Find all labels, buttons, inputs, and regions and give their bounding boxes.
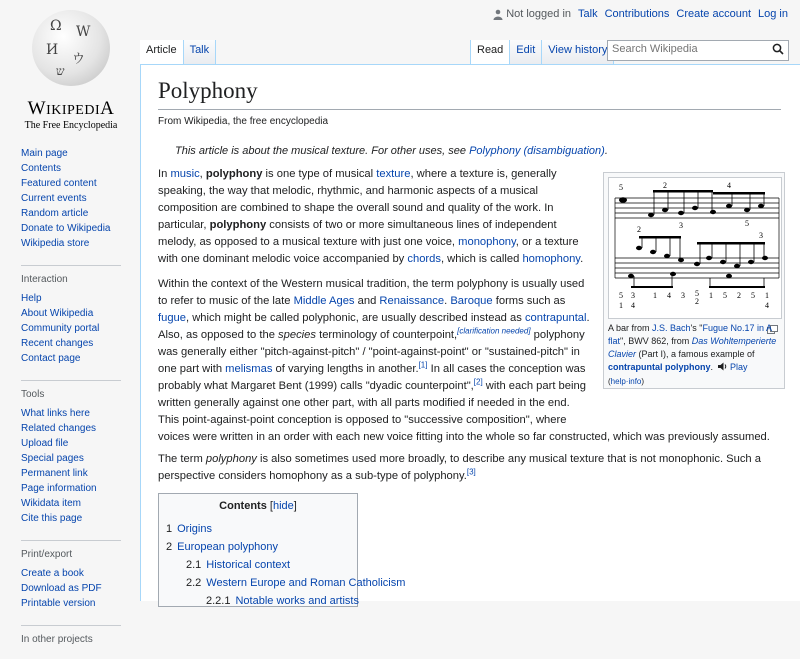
renaissance-link[interactable]: Renaissance: [379, 295, 445, 307]
term-species: species: [278, 329, 316, 341]
citation-2[interactable]: [2]: [473, 377, 483, 387]
sidebar-item-related-changes[interactable]: Related changes: [21, 423, 97, 434]
search-box: [607, 40, 789, 61]
text: polyphony was generally either "pitch-against-pitch" / "point-against-point" or "sustained-pitch" in one part with: [158, 329, 585, 375]
tab-read[interactable]: Read: [470, 40, 510, 64]
toc-hide: [hide]: [269, 500, 297, 512]
music-score-image[interactable]: [608, 177, 782, 319]
sidebar-item-create-book[interactable]: Create a book: [21, 568, 84, 579]
site-sub: From Wikipedia, the free encyclopedia: [158, 116, 329, 127]
toc-link[interactable]: Western Europe and Roman Catholicism: [206, 577, 406, 589]
page-title: Polyphony: [158, 78, 258, 103]
sidebar-print: [0, 549, 140, 611]
disambiguation-link[interactable]: Polyphony (disambiguation): [469, 145, 605, 157]
contrapuntal-polyphony-link[interactable]: contrapuntal polyphony: [608, 362, 711, 372]
text: terminology of counterpoint,: [315, 329, 458, 341]
toc-header: [159, 500, 357, 512]
sidebar-item-donate[interactable]: Donate to Wikipedia: [21, 223, 111, 234]
toc-entry[interactable]: [186, 557, 290, 573]
fingering: 5: [619, 183, 623, 192]
text: .: [444, 295, 451, 307]
text: ,: [199, 168, 206, 180]
paragraph-broad: [158, 451, 783, 485]
text: 's ": [690, 323, 703, 333]
search-icon[interactable]: [772, 43, 784, 58]
not-logged-in: [493, 8, 571, 20]
text: of varying lengths in another.: [272, 363, 419, 375]
sidebar-heading-tools: Tools: [21, 389, 45, 400]
text: In: [158, 168, 171, 180]
talk-link[interactable]: Talk: [578, 8, 598, 20]
clarification-needed-link[interactable]: [clarification needed]: [457, 326, 531, 336]
middle-ages-link[interactable]: Middle Ages: [293, 295, 355, 307]
sidebar: [0, 140, 140, 659]
sidebar-item-store[interactable]: Wikipedia store: [21, 238, 90, 249]
sidebar-item-permanent-link[interactable]: Permanent link: [21, 468, 88, 479]
fingering: 5: [723, 291, 727, 300]
text: , or a texture with one dominant melodic voice accompanied by: [158, 236, 579, 265]
text: and: [354, 295, 380, 307]
term-polyphony: polyphony: [205, 168, 263, 180]
wordmark: WIKIPEDIA: [27, 98, 115, 119]
sidebar-interaction: [0, 274, 140, 366]
fingering: 4: [631, 301, 635, 310]
sidebar-item-what-links-here[interactable]: What links here: [21, 408, 90, 419]
text: A bar from: [608, 323, 653, 333]
help-info-link[interactable]: help·info: [610, 377, 642, 386]
text: consists of two or more simultaneous lines of independent melody, as opposed to a musical texture with just one voice,: [158, 219, 557, 248]
sidebar-navigation: [0, 146, 140, 251]
text: . Also, as opposed to the: [158, 312, 590, 341]
sidebar-item-page-information[interactable]: Page information: [21, 483, 97, 494]
user-icon: [493, 9, 503, 20]
figure-thumbnail: [603, 172, 785, 389]
fingering: 5: [619, 291, 623, 300]
fingering: 1: [765, 291, 769, 300]
citation-3[interactable]: [3]: [466, 467, 476, 477]
contributions-link[interactable]: Contributions: [604, 8, 670, 20]
fingering: 2: [637, 225, 641, 234]
bach-link[interactable]: J.S. Bach: [652, 323, 691, 333]
hatnote-end: .: [604, 145, 608, 157]
speaker-icon[interactable]: [718, 362, 728, 375]
music-link[interactable]: music: [170, 168, 200, 180]
content-area: [140, 64, 800, 607]
term-polyphony: polyphony: [205, 453, 257, 465]
personal-tools: [493, 8, 788, 20]
sidebar-item-contents[interactable]: Contents: [21, 163, 62, 174]
toc-entry[interactable]: [166, 521, 212, 537]
view-tabs: [470, 40, 614, 64]
toc-link[interactable]: Historical context: [206, 559, 291, 571]
toc-number: 2.2: [186, 577, 202, 589]
monophony-link[interactable]: monophony: [458, 236, 516, 248]
toc-link[interactable]: Origins: [177, 523, 212, 535]
fingering: 1: [709, 291, 713, 300]
text: , which might be called polyphonic, are usually described instead as: [186, 312, 525, 324]
divider: [21, 540, 121, 541]
melismas-link[interactable]: melismas: [225, 363, 273, 375]
sidebar-item-wikidata-item[interactable]: Wikidata item: [21, 498, 82, 509]
sidebar-item-upload-file[interactable]: Upload file: [21, 438, 69, 449]
tagline: The Free Encyclopedia: [24, 120, 118, 131]
sidebar-item-contact[interactable]: Contact page: [21, 353, 81, 364]
fingering: 2: [663, 181, 667, 190]
fingering: 5: [745, 219, 749, 228]
wikipedia-logo[interactable]: [16, 10, 126, 131]
text: forms such as: [492, 295, 566, 307]
score-svg: [609, 178, 781, 318]
search-input[interactable]: [608, 41, 766, 57]
fugue-link[interactable]: fugue: [158, 312, 186, 324]
tab-talk[interactable]: Talk: [184, 40, 217, 64]
fingering: 2: [737, 291, 741, 300]
fingering: 5: [695, 289, 699, 298]
table-of-contents: [158, 493, 406, 607]
sidebar-item-help[interactable]: Help: [21, 293, 42, 304]
figure-caption: A bar from J.S. Bach's "Fugue No.17 in A flat", BWV 862, from Das Wohltemperierte Clavier (Part I), a famous example of contrapuntal polyphony. Play (help·info): [608, 323, 777, 386]
text: ", BWV 862, from: [620, 336, 692, 346]
text: The term: [158, 453, 206, 465]
text: with each part being written generally against one other part, with all parts modified if needed in the end. This point-against-point conception is opposed to "successive composition", where voices were written in an order with each new voice fitting into the whole so far constructed, which was previously assumed.: [158, 380, 770, 443]
toc-hide-link[interactable]: hide: [272, 500, 294, 512]
fingering: 3: [679, 221, 683, 230]
sidebar-item-printable-version[interactable]: Printable version: [21, 598, 96, 609]
sidebar-item-special-pages[interactable]: Special pages: [21, 453, 84, 464]
sidebar-item-about[interactable]: About Wikipedia: [21, 308, 94, 319]
text: .: [710, 362, 714, 372]
text: is also sometimes used more broadly, to describe any musical texture that is not monophonic. Such a perspective considers homophony as a sub-type of polyphony.: [158, 453, 761, 482]
toc-number: 2: [166, 541, 173, 553]
sidebar-heading-print: Print/export: [21, 549, 73, 560]
sidebar-item-community-portal[interactable]: Community portal: [21, 323, 100, 334]
toc-entry[interactable]: [166, 539, 278, 555]
fingering: 4: [727, 181, 731, 190]
toc-number: 2.2.1: [206, 595, 231, 607]
contrapuntal-link[interactable]: contrapuntal: [524, 312, 587, 324]
sidebar-item-featured-content[interactable]: Featured content: [21, 178, 97, 189]
text: (Part I), a famous example of: [636, 349, 755, 359]
toc-link[interactable]: Notable works and artists: [235, 595, 359, 607]
text: , where a texture is, generally speaking, the way that melodic, rhythmic, and harmonic aspects of a musical composition are combined to shape the overall sound and quality of the work. In particular,: [158, 168, 557, 231]
fingering: 2: [695, 297, 699, 306]
create-account-link[interactable]: Create account: [676, 8, 752, 20]
sidebar-item-cite-this-page[interactable]: Cite this page: [21, 513, 83, 524]
hatnote: [175, 145, 608, 157]
toc-entry[interactable]: [186, 575, 405, 591]
sidebar-other-projects: [0, 634, 140, 645]
puzzle-globe-icon: Ω W И ウ ש: [32, 10, 110, 86]
divider: [21, 625, 121, 626]
fingering: 3: [631, 291, 635, 300]
sidebar-item-recent-changes[interactable]: Recent changes: [21, 338, 94, 349]
fingering: 3: [681, 291, 685, 300]
toc-title: Contents: [219, 500, 267, 512]
fingering: 4: [765, 301, 769, 310]
citation-1[interactable]: [1]: [418, 360, 428, 370]
fingering: 3: [759, 231, 763, 240]
sidebar-heading-interaction: Interaction: [21, 274, 68, 285]
divider: [21, 380, 121, 381]
divider: [21, 265, 121, 266]
log-in-link[interactable]: Log in: [758, 8, 788, 20]
namespace-tabs: [140, 40, 216, 64]
tab-edit[interactable]: Edit: [510, 40, 542, 64]
toc-link[interactable]: European polyphony: [177, 541, 279, 553]
sidebar-item-random-article[interactable]: Random article: [21, 208, 89, 219]
title-divider: [158, 109, 781, 110]
text: , which is called: [440, 253, 523, 265]
paragraph-intro: [158, 166, 590, 268]
text: Within the context of the Western musical tradition, the term polyphony is usually used to refer to music of the late: [158, 278, 585, 307]
toc-number: 2.1: [186, 559, 202, 571]
chords-link[interactable]: chords: [407, 253, 441, 265]
play-link[interactable]: Play: [730, 362, 748, 372]
homophony-link[interactable]: homophony: [522, 253, 581, 265]
fugue-no17-link[interactable]: Fugue No.17 in A flat: [608, 323, 772, 346]
text: is one type of musical: [262, 168, 377, 180]
baroque-link[interactable]: Baroque: [450, 295, 493, 307]
fingering: 4: [667, 291, 671, 300]
texture-link[interactable]: texture: [376, 168, 411, 180]
wohltemperierte-clavier-link[interactable]: Das Wohltemperierte Clavier: [608, 336, 777, 359]
tab-view-history[interactable]: View history: [542, 40, 614, 64]
hatnote-text: This article is about the musical texture. For other uses, see: [175, 145, 470, 157]
fingering: 5: [751, 291, 755, 300]
sidebar-item-download-pdf[interactable]: Download as PDF: [21, 583, 102, 594]
text: .: [580, 253, 584, 265]
fingering: 1: [619, 301, 623, 310]
sidebar-heading-other-projects: In other projects: [21, 634, 93, 645]
sidebar-item-main-page[interactable]: Main page: [21, 148, 68, 159]
sidebar-tools: [0, 389, 140, 526]
sidebar-item-current-events[interactable]: Current events: [21, 193, 87, 204]
not-logged-in-label: Not logged in: [506, 8, 572, 20]
term-polyphony: polyphony: [209, 219, 267, 231]
toc-entry[interactable]: [206, 593, 359, 609]
toc-number: 1: [166, 523, 173, 535]
tab-article[interactable]: Article: [140, 40, 184, 64]
text: In all cases the conception was probably what Margaret Bent (1999) calls "dyadic counterpoint",: [158, 363, 586, 392]
fingering: 1: [653, 291, 657, 300]
